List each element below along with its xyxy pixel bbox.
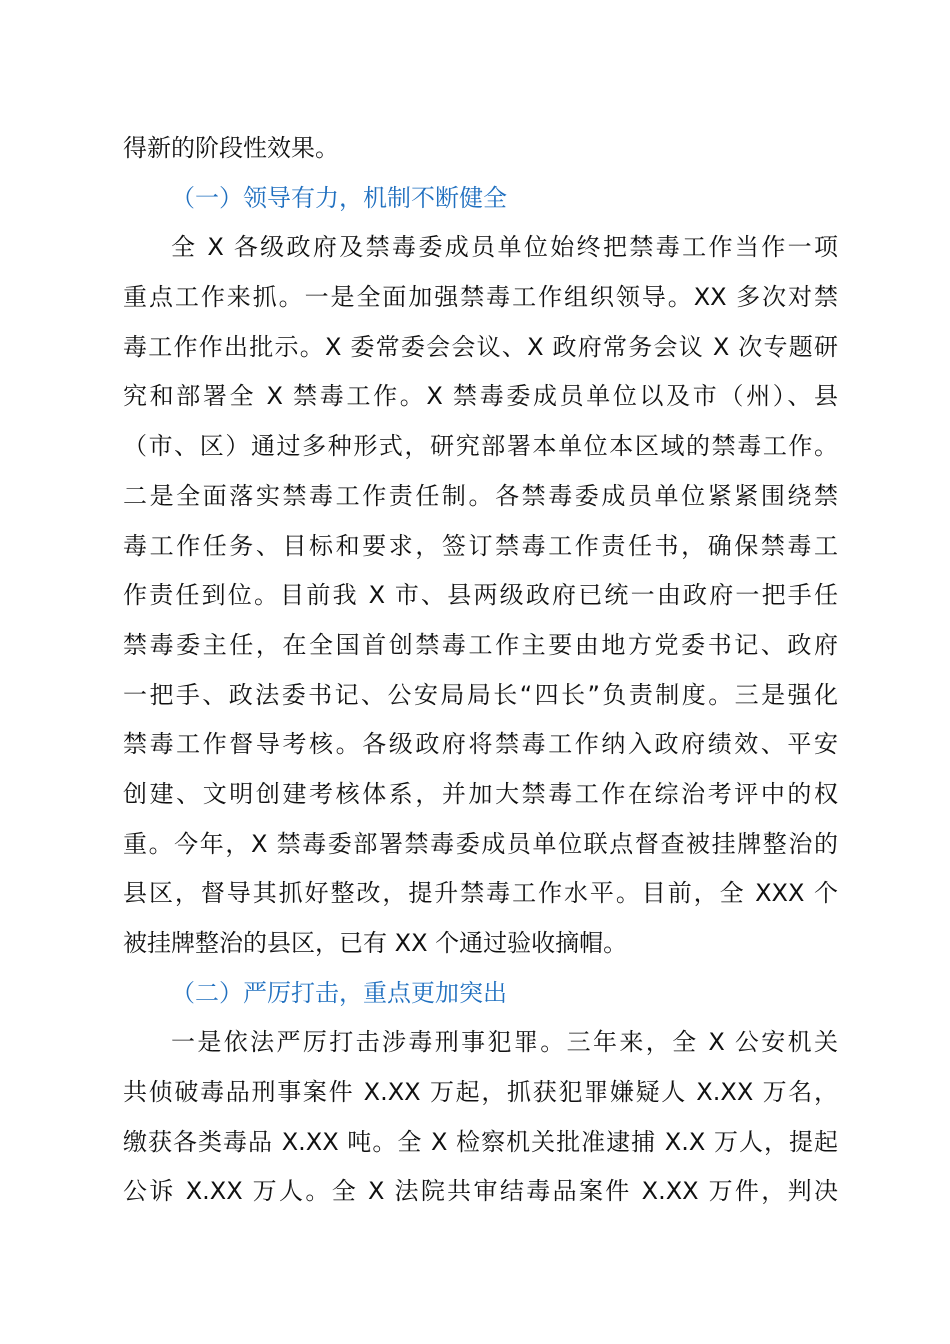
document-body	[123, 124, 838, 1217]
paragraph-line: （市、区）通过多种形式，研究部署本单位本区域的禁毒工作。	[123, 432, 838, 461]
paragraph-line: 被挂牌整治的县区，已有 XX 个通过验收摘帽。	[123, 929, 628, 957]
paragraph-line: 缴获各类毒品 X.XX 吨。全 X 检察机关批准逮捕 X.X 万人，提起	[123, 1127, 838, 1156]
paragraph-line: 二是全面落实禁毒工作责任制。各禁毒委成员单位紧紧围绕禁	[123, 481, 838, 510]
paragraph-line: 禁毒委主任，在全国首创禁毒工作主要由地方党委书记、政府	[123, 630, 838, 659]
paragraph-line: 重。今年，X 禁毒委部署禁毒委成员单位联点督查被挂牌整治的	[123, 829, 838, 858]
paragraph-line: 得新的阶段性效果。	[123, 134, 339, 162]
paragraph-line: 县区，督导其抓好整改，提升禁毒工作水平。目前，全 XXX 个	[123, 879, 838, 908]
paragraph-line: 全 X 各级政府及禁毒委成员单位始终把禁毒工作当作一项	[171, 233, 838, 262]
paragraph-line: 一是依法严厉打击涉毒刑事犯罪。三年来，全 X 公安机关	[171, 1028, 838, 1057]
paragraph-line: 一把手、政法委书记、公安局局长“四长”负责制度。三是强化	[123, 680, 838, 709]
paragraph-line: 禁毒工作督导考核。各级政府将禁毒工作纳入政府绩效、平安	[123, 730, 838, 759]
section-heading-1: （一）领导有力，机制不断健全	[171, 183, 507, 212]
paragraph-line: 创建、文明创建考核体系，并加大禁毒工作在综治考评中的权	[123, 779, 838, 808]
paragraph-line: 毒工作任务、目标和要求，签订禁毒工作责任书，确保禁毒工	[123, 531, 838, 560]
paragraph-line: 毒工作作出批示。X 委常委会会议、X 政府常务会议 X 次专题研	[123, 332, 838, 361]
paragraph-line: 作责任到位。目前我 X 市、县两级政府已统一由政府一把手任	[123, 581, 838, 610]
paragraph-line: 重点工作来抓。一是全面加强禁毒工作组织领导。XX 多次对禁	[123, 283, 838, 312]
paragraph-line: 共侦破毒品刑事案件 X.XX 万起，抓获犯罪嫌疑人 X.XX 万名，	[123, 1078, 838, 1107]
section-heading-2: （二）严厉打击，重点更加突出	[171, 978, 507, 1007]
paragraph-line: 究和部署全 X 禁毒工作。X 禁毒委成员单位以及市（州）、县	[123, 382, 838, 411]
paragraph-line: 公诉 X.XX 万人。全 X 法院共审结毒品案件 X.XX 万件，判决	[123, 1177, 838, 1206]
